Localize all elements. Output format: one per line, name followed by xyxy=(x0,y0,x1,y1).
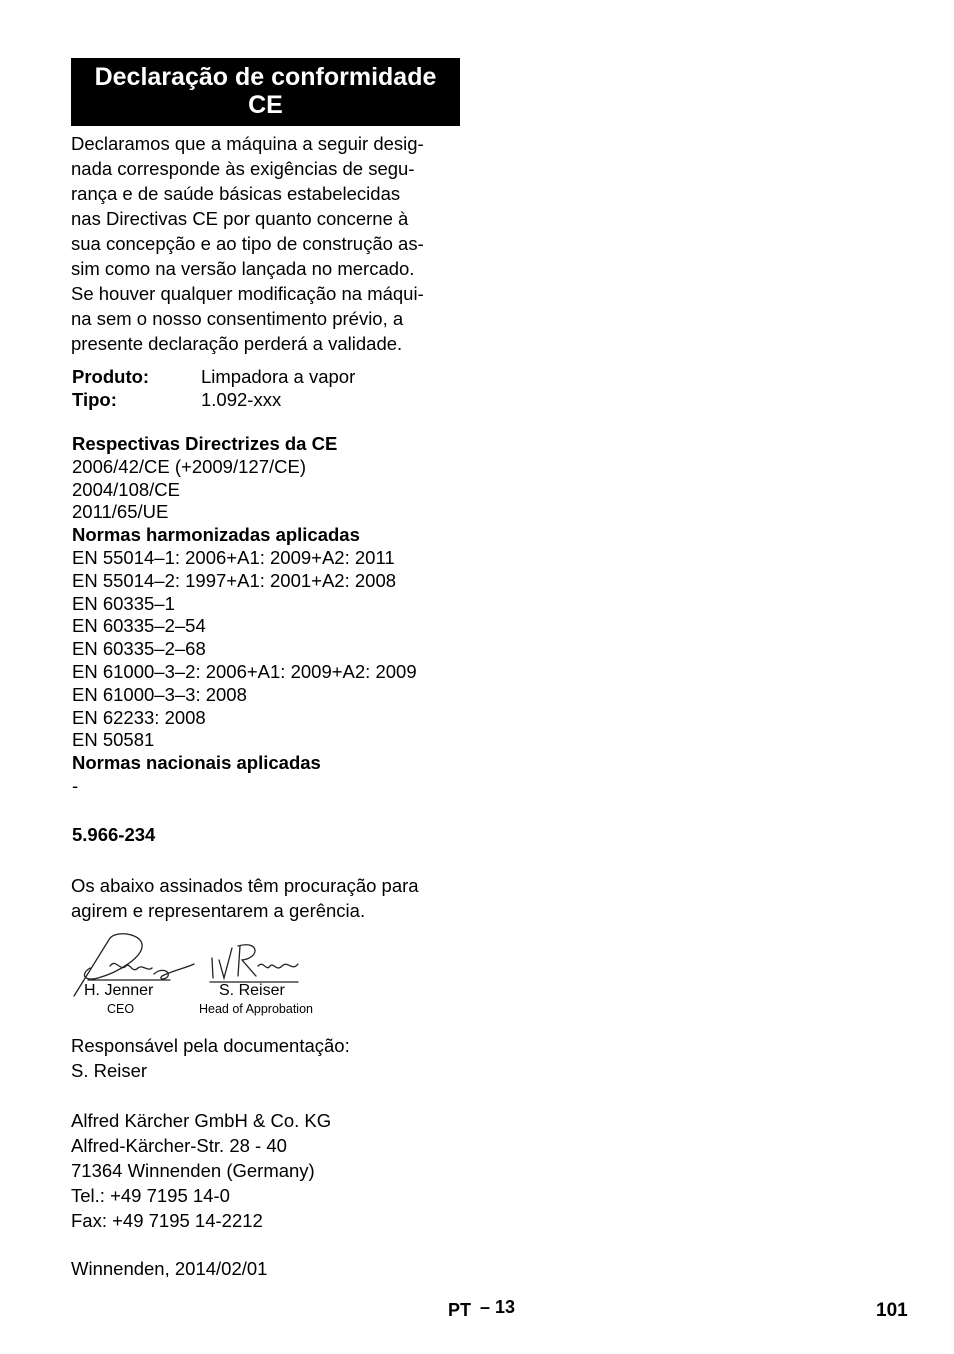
signer-role: CEO xyxy=(107,1002,135,1016)
address-line: Fax: +49 7195 14-2212 xyxy=(71,1210,263,1231)
product-table xyxy=(72,365,355,411)
harmonized-item: EN 62233: 2008 xyxy=(72,706,206,728)
directives-heading: Respectivas Directrizes da CE xyxy=(72,433,338,454)
intro-line: nada corresponde às exigências de segu- xyxy=(71,158,415,179)
standards-list xyxy=(72,433,417,798)
harmonized-item: EN 61000–3–3: 2008 xyxy=(72,683,247,705)
national-heading: Normas nacionais aplicadas xyxy=(72,752,321,774)
title-line-1: Declaração de conformidade xyxy=(94,63,437,91)
page-title xyxy=(71,58,460,126)
intro-line: sua concepção e ao tipo de construção as- xyxy=(71,233,424,254)
harmonized-item: EN 55014–1: 2006+A1: 2009+A2: 2011 xyxy=(72,546,395,568)
intro-line: Declaramos que a máquina a seguir desig- xyxy=(71,133,424,154)
type-value: 1.092-xxx xyxy=(201,389,282,410)
harmonized-item: EN 50581 xyxy=(72,729,155,751)
harmonized-item: EN 61000–3–2: 2006+A1: 2009+A2: 2009 xyxy=(72,660,417,682)
harmonized-item: EN 55014–2: 1997+A1: 2001+A2: 2008 xyxy=(72,569,397,591)
harmonized-item: EN 60335–1 xyxy=(72,592,175,614)
responsible-label: Responsável pela documentação: xyxy=(71,1035,350,1056)
product-value: Limpadora a vapor xyxy=(201,366,356,387)
harmonized-heading: Normas harmonizadas aplicadas xyxy=(72,524,360,546)
signers-statement xyxy=(71,873,419,923)
footer-language: PT xyxy=(448,1300,472,1320)
address-line: Alfred Kärcher GmbH & Co. KG xyxy=(71,1110,332,1131)
directive-item: 2011/65/UE xyxy=(72,501,169,523)
address-line: Tel.: +49 7195 14-0 xyxy=(71,1185,230,1206)
national-value: - xyxy=(72,774,79,796)
place-date: Winnenden, 2014/02/01 xyxy=(71,1258,268,1279)
product-label: Produto: xyxy=(72,366,150,387)
harmonized-item: EN 60335–2–54 xyxy=(72,615,206,637)
directive-item: 2004/108/CE xyxy=(72,478,181,500)
intro-line: sim como na versão lançada no mercado. xyxy=(71,258,415,279)
intro-line: nas Directivas CE por quanto concerne à xyxy=(71,208,409,229)
title-line-2: CE xyxy=(248,91,283,119)
signers-line: agirem e representarem a gerência. xyxy=(71,900,366,921)
document-number: 5.966-234 xyxy=(72,824,156,845)
footer-page-number: 101 xyxy=(876,1300,908,1321)
signer-name: H. Jenner xyxy=(84,982,154,999)
harmonized-item: EN 60335–2–68 xyxy=(72,638,206,660)
reiser-signature xyxy=(210,945,298,982)
intro-line: presente declaração perderá a validade. xyxy=(71,333,403,354)
footer-section-page: – 13 xyxy=(480,1297,516,1317)
intro-line: Se houver qualquer modificação na máqui- xyxy=(71,283,424,304)
address-line: 71364 Winnenden (Germany) xyxy=(71,1160,315,1181)
signers-line: Os abaixo assinados têm procuração para xyxy=(71,875,419,896)
intro-line: na sem o nosso consentimento prévio, a xyxy=(71,308,404,329)
product-row xyxy=(72,365,355,388)
directive-item: 2006/42/CE (+2009/127/CE) xyxy=(72,455,306,477)
signer-role: Head of Approbation xyxy=(199,1002,313,1016)
intro-paragraph xyxy=(71,131,466,356)
responsible-block xyxy=(71,1033,350,1083)
type-row xyxy=(72,388,355,411)
responsible-name: S. Reiser xyxy=(71,1060,148,1081)
company-address xyxy=(71,1108,331,1233)
signer-name: S. Reiser xyxy=(219,982,285,999)
type-label: Tipo: xyxy=(72,389,117,410)
address-line: Alfred-Kärcher-Str. 28 - 40 xyxy=(71,1135,287,1156)
intro-line: rança e de saúde básicas estabelecidas xyxy=(71,183,401,204)
